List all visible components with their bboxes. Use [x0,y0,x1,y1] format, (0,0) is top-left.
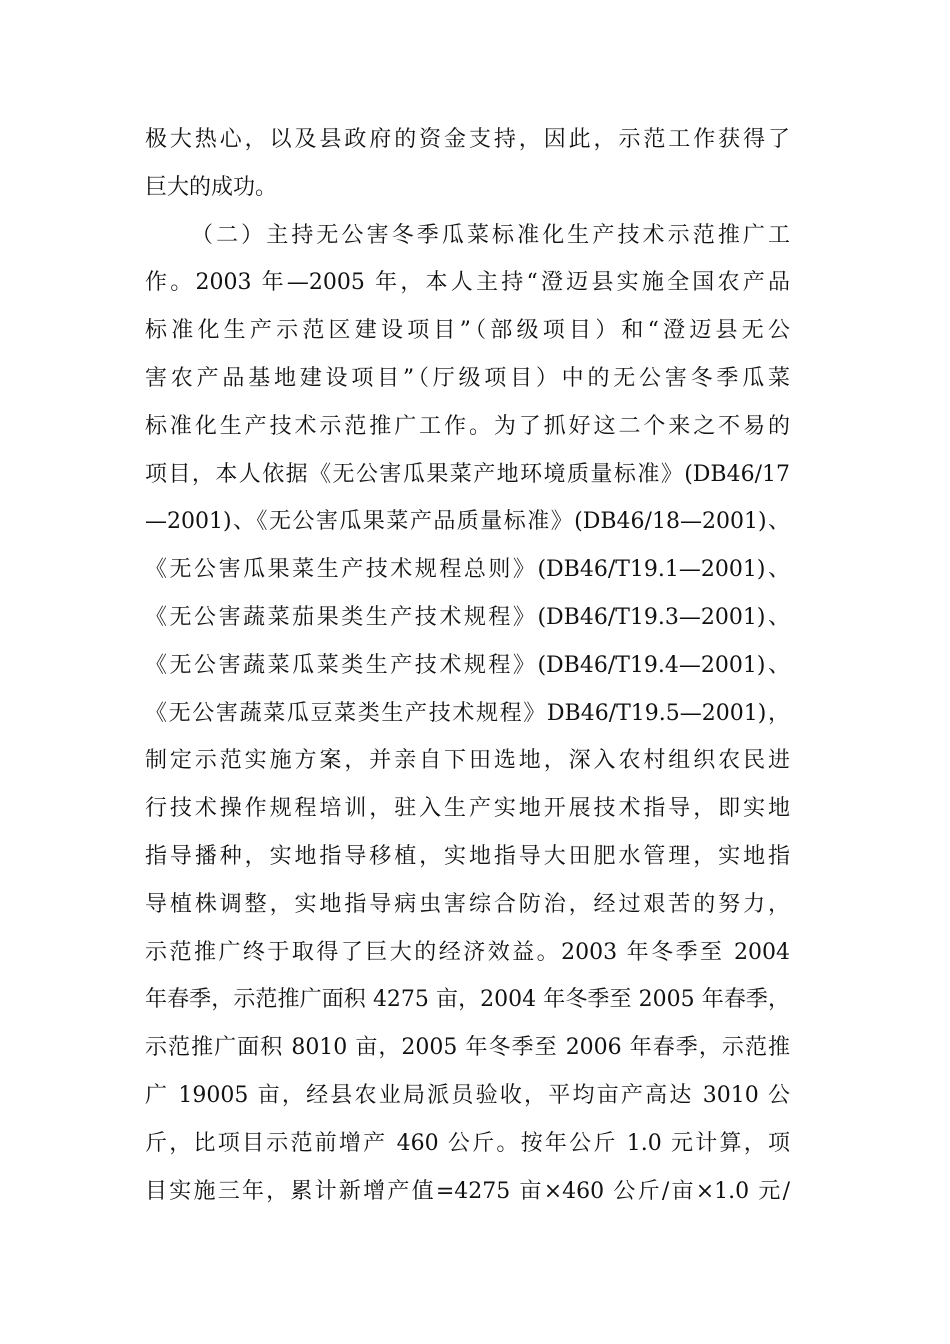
text-line: 《无公害蔬菜茄果类生产技术规程》(DB46/T19.3—2001)、 [145,604,790,630]
text-line: 项目，本人依据《无公害瓜果菜产地环境质量标准》(DB46/17 [145,461,790,487]
text-line: 巨大的成功。 [145,174,278,200]
text-line: 示范推广面积 8010 亩，2005 年冬季至 2006 年春季，示范推 [145,1035,790,1061]
section-heading-line: （二）主持无公害冬季瓜菜标准化生产技术示范推广工 [191,222,790,248]
text-line: 制定示范实施方案，并亲自下田选地，深入农村组织农民进 [145,748,790,774]
text-line: 示范推广终于取得了巨大的经济效益。2003 年冬季至 2004 [145,939,790,965]
text-line: 《无公害蔬菜瓜菜类生产技术规程》(DB46/T19.4—2001)、 [145,652,790,678]
text-line: 广 19005 亩，经县农业局派员验收，平均亩产高达 3010 公 [145,1082,790,1108]
text-line: 标准化生产技术示范推广工作。为了抓好这二个来之不易的 [145,413,790,439]
text-line: 斤，比项目示范前增产 460 公斤。按年公斤 1.0 元计算，项 [145,1130,790,1156]
text-line: 指导播种，实地指导移植，实地指导大田肥水管理，实地指 [145,843,790,869]
text-line: 《无公害蔬菜瓜豆菜类生产技术规程》DB46/T19.5—2001)， [145,700,790,726]
text-line: 作。2003 年—2005 年，本人主持“澄迈县实施全国农产品 [145,270,790,296]
text-line: 导植株调整，实地指导病虫害综合防治，经过艰苦的努力， [145,891,790,917]
text-line: —2001)、《无公害瓜果菜产品质量标准》(DB46/18—2001)、 [145,509,790,535]
text-line: 标准化生产示范区建设项目”（部级项目）和“澄迈县无公 [145,318,790,344]
text-line: 年春季，示范推广面积 4275 亩，2004 年冬季至 2005 年春季， [145,987,790,1013]
text-line: 害农产品基地建设项目”（厅级项目）中的无公害冬季瓜菜 [145,365,790,391]
text-line: 行技术操作规程培训，驻入生产实地开展技术指导，即实地 [145,796,790,822]
body-text [145,116,790,1215]
text-line: 《无公害瓜果菜生产技术规程总则》(DB46/T19.1—2001)、 [145,557,790,583]
text-line: 目实施三年，累计新增产值=4275 亩×460 公斤/亩×1.0 元/ [145,1178,790,1204]
text-line: 极大热心，以及县政府的资金支持，因此，示范工作获得了 [145,127,790,152]
